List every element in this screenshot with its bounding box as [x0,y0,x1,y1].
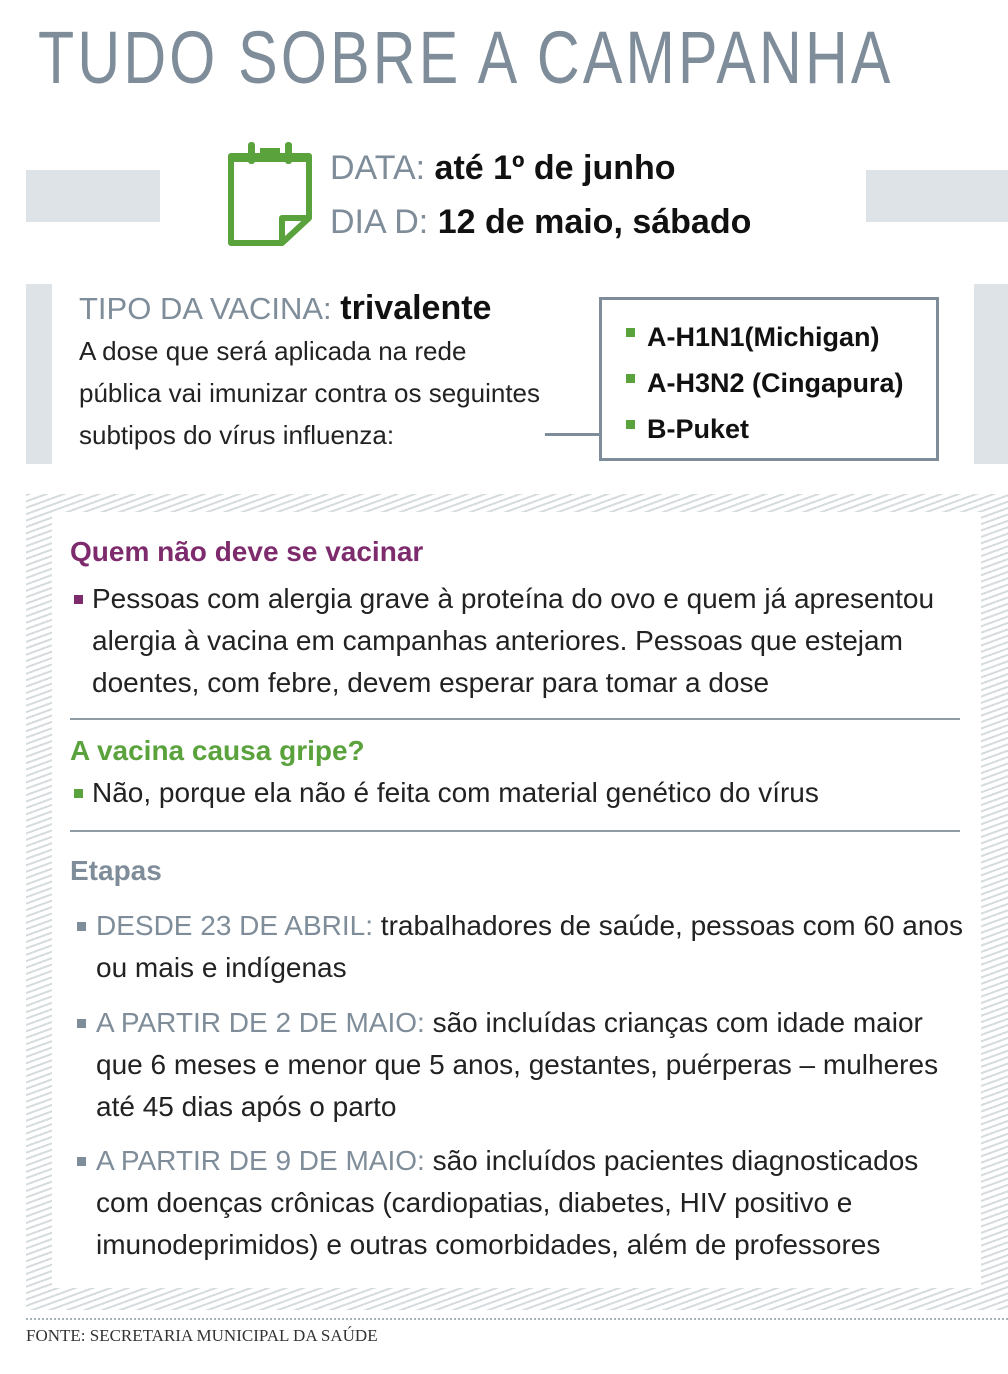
vaccine-type-value: trivalente [340,289,492,327]
section-text-causes-flu: Não, porque ela não é feita com material genético do vírus [92,777,819,808]
strain-label: A-H1N1(Michigan) [647,322,880,352]
section-title-stages: Etapas [70,855,162,886]
stage-item [96,1002,966,1128]
stage-item [96,1140,966,1266]
stage-text: são incluídas crianças com idade maior que 6 meses e menor que 5 anos, gestantes, puérperas – mulheres até 45 dias após o parto [96,1007,939,1122]
bullet-square-icon [74,789,83,798]
bullet-square-icon [77,1019,86,1028]
vaccine-type-label: TIPO DA VACINA: [79,291,332,326]
section-title-causes-flu: A vacina causa gripe? [70,735,365,766]
source-credit: FONTE: SECRETARIA MUNICIPAL DA SAÚDE [26,1326,378,1345]
bullet-square-icon [74,595,83,604]
strain-label: B-Puket [647,414,750,444]
vaccine-type [79,287,491,330]
connector-line [545,433,603,436]
campaign-date [330,146,676,190]
dia-d-value: 12 de maio, sábado [437,203,752,241]
stage-label: DESDE 23 DE ABRIL: [96,910,374,941]
strain-label: A-H3N2 (Cingapura) [647,368,904,398]
dia-d-date [330,200,751,244]
bullet-square-icon [626,374,635,383]
page-title: TUDO SOBRE A CAMPANHA [38,16,894,99]
bullet-square-icon [77,1157,86,1166]
stage-label: A PARTIR DE 9 DE MAIO: [96,1145,425,1176]
bullet-square-icon [77,922,86,931]
strain-item [626,360,936,406]
decorative-bar-right [866,170,1008,222]
strain-list-box [599,297,939,461]
bullet-square-icon [626,420,635,429]
stage-item [96,905,966,989]
strain-item [626,314,936,360]
decorative-bar-right [974,284,1008,464]
decorative-bar-left [26,284,52,464]
vaccine-description: A dose que será aplicada na rede pública vai imunizar contra os seguintes subtipos do vírus influenza: [79,336,541,450]
stage-text: trabalhadores de saúde, pessoas com 60 anos ou mais e indígenas [96,910,963,983]
divider [70,830,960,832]
decorative-bar-left [26,170,160,222]
date-value: até 1º de junho [434,149,676,187]
section-title-who-not: Quem não deve se vacinar [70,536,424,567]
dia-d-label: DIA D: [330,203,429,241]
section-text-who-not: Pessoas com alergia grave à proteína do ovo e quem já apresentou alergia à vacina em campanhas anteriores. Pessoas que estejam doentes, com febre, devem esperar para tomar a dose [92,583,935,698]
strain-item [626,406,936,452]
stage-text: são incluídos pacientes diagnosticados com doenças crônicas (cardiopatias, diabetes, HIV positivo e imunodeprimidos) e outras comorbidades, além de professores [96,1145,919,1260]
stage-label: A PARTIR DE 2 DE MAIO: [96,1007,425,1038]
divider [70,718,960,720]
source-divider [26,1318,1008,1320]
bullet-square-icon [626,328,635,337]
calendar-icon [224,140,316,248]
date-label: DATA: [330,149,426,187]
